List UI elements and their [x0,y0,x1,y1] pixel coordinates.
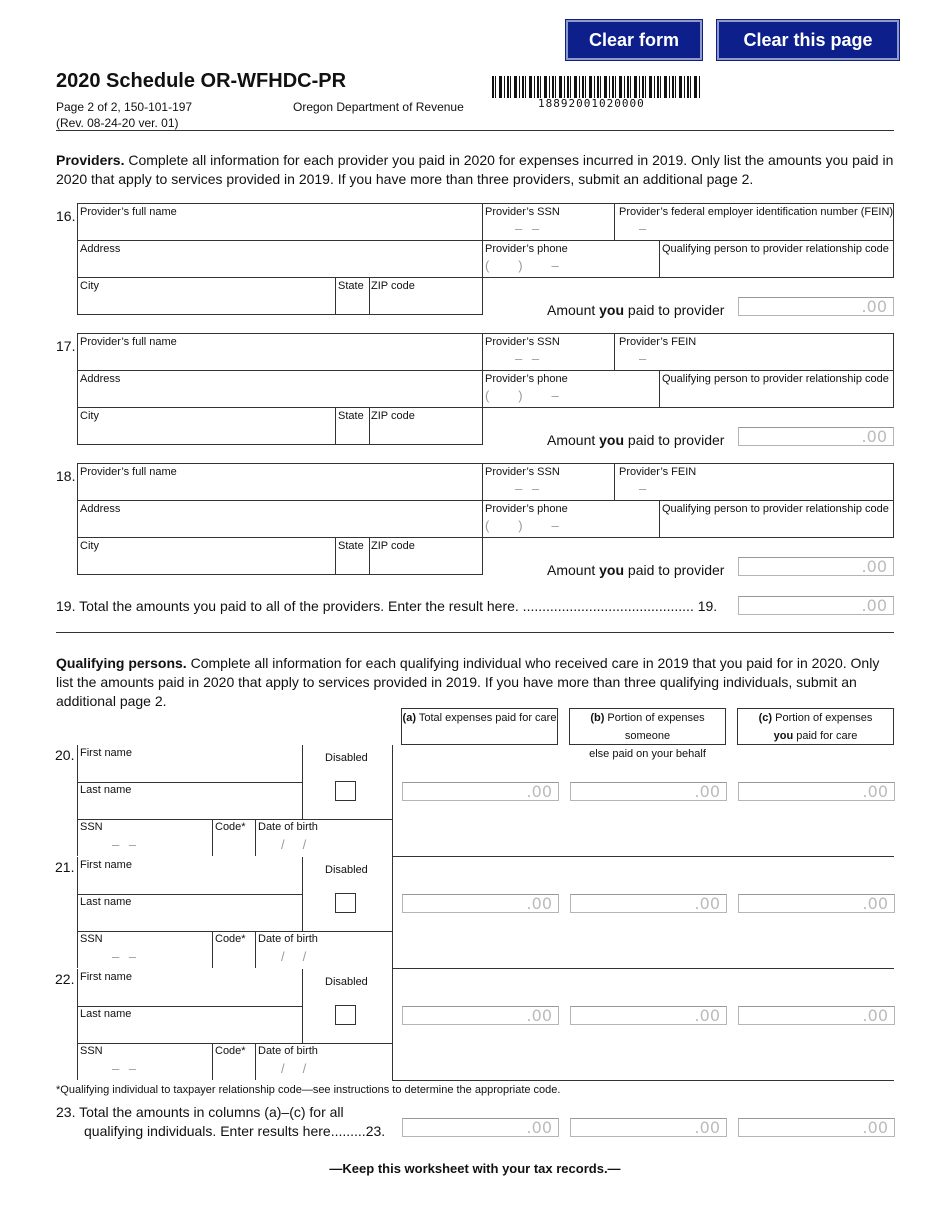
amount-column-c[interactable]: .00 [738,782,895,801]
amount-column-c[interactable]: .00 [738,1006,895,1025]
column-b-header: (b) Portion of expenses someone else paid on your behalf [569,708,726,745]
amount-column-a[interactable]: .00 [402,894,559,913]
divider [335,407,336,445]
provider-ssn-label: Provider’s SSN [485,466,560,478]
divider [212,931,213,968]
amount-column-a[interactable]: .00 [402,782,559,801]
disabled-checkbox[interactable] [335,893,356,913]
amount-column-b[interactable]: .00 [570,782,727,801]
amount-column-c[interactable]: .00 [738,894,895,913]
ssn-label: SSN [80,821,103,833]
dob-mask: / / [281,949,307,964]
disabled-checkbox[interactable] [335,1005,356,1025]
provider-phone-label: Provider’s phone [485,503,568,515]
divider [77,1006,302,1007]
divider [302,857,303,931]
provider-address-field[interactable] [77,240,483,278]
provider-city-field[interactable] [77,537,483,575]
divider [659,500,660,538]
line-23-amount-c[interactable]: .00 [738,1118,895,1137]
divider [77,745,78,856]
ssn-dash: – – [112,1061,140,1076]
line-19-amount[interactable]: .00 [738,596,894,615]
divider [659,240,660,278]
provider-amount-label: Amount you paid to provider [547,302,725,318]
provider-city-label: City [80,540,99,552]
revision: (Rev. 08-24-20 ver. 01) [56,116,179,130]
line-23-label-2: qualifying individuals. Enter results here.........23. [84,1123,386,1139]
dob-label: Date of birth [258,821,318,833]
code-label: Code* [215,1045,246,1057]
form-title: 2020 Schedule OR-WFHDC-PR [56,70,347,92]
divider [369,407,370,445]
phone-mask: ( ) – [485,388,559,403]
first-name-label: First name [80,859,132,871]
column-c-header: (c) Portion of expenses you paid for care [737,708,894,745]
header-divider [56,130,894,131]
divider [369,537,370,575]
fein-dash: – [639,481,647,496]
barcode [492,76,702,98]
provider-zip-label: ZIP code [371,410,415,422]
provider-city-field[interactable] [77,277,483,315]
divider [302,969,303,1043]
divider [77,969,78,1080]
provider-zip-label: ZIP code [371,280,415,292]
amount-column-a[interactable]: .00 [402,1006,559,1025]
last-name-label: Last name [80,896,132,908]
last-name-label: Last name [80,784,132,796]
divider [255,1043,256,1080]
provider-state-label: State [338,410,364,422]
provider-amount-label: Amount you paid to provider [547,432,725,448]
divider [392,745,393,856]
disabled-label: Disabled [325,752,368,764]
divider [77,782,302,783]
first-name-label: First name [80,971,132,983]
provider-phone-label: Provider’s phone [485,373,568,385]
footnote: *Qualifying individual to taxpayer relationship code—see instructions to determine the appropriate code. [56,1084,561,1096]
code-label: Code* [215,933,246,945]
provider-state-label: State [338,280,364,292]
divider [77,931,392,932]
divider [369,277,370,315]
divider [212,1043,213,1080]
ssn-dash: – – [515,481,543,496]
provider-fein-label: Provider’s FEIN [619,336,697,348]
divider [335,277,336,315]
divider [392,969,393,1080]
providers-intro: Providers. Complete all information for each provider you paid in 2020 for expenses incurred in 2019. Only list the amounts you paid in 2020 that apply to services provided in 2019. If you have more than three providers, submit an additional page 2. [56,152,894,187]
footer-note: —Keep this worksheet with your tax records.— [329,1161,621,1176]
provider-name-label: Provider’s full name [80,336,177,348]
line-23-label-1: 23. Total the amounts in columns (a)–(c) for all [56,1104,344,1120]
department: Oregon Department of Revenue [293,100,464,114]
last-name-label: Last name [80,1008,132,1020]
code-label: Code* [215,821,246,833]
provider-amount-input[interactable]: .00 [738,557,894,576]
provider-line-number: 17. [56,338,76,354]
provider-city-label: City [80,410,99,422]
provider-ssn-label: Provider’s SSN [485,336,560,348]
provider-ssn-label: Provider’s SSN [485,206,560,218]
provider-address-label: Address [80,503,121,515]
provider-state-label: State [338,540,364,552]
provider-zip-label: ZIP code [371,540,415,552]
fein-dash: – [639,351,647,366]
provider-amount-input[interactable]: .00 [738,427,894,446]
divider [302,745,303,819]
ssn-label: SSN [80,933,103,945]
provider-relationship-label: Qualifying person to provider relationship code [662,243,889,255]
qualifying-line-number: 22. [55,971,75,987]
dob-mask: / / [281,837,307,852]
clear-form-button[interactable]: Clear form [566,20,702,60]
provider-city-field[interactable] [77,407,483,445]
provider-line-number: 18. [56,468,76,484]
divider [77,1043,392,1044]
amount-column-b[interactable]: .00 [570,1006,727,1025]
disabled-label: Disabled [325,976,368,988]
provider-amount-input[interactable]: .00 [738,297,894,316]
section-divider [56,632,894,633]
provider-city-label: City [80,280,99,292]
divider [212,819,213,856]
divider [392,856,894,857]
ssn-label: SSN [80,1045,103,1057]
dob-label: Date of birth [258,1045,318,1057]
phone-mask: ( ) – [485,518,559,533]
provider-line-number: 16. [56,208,76,224]
divider [392,1080,894,1081]
barcode-number: 18892001020000 [538,97,645,110]
line-19-label: 19. Total the amounts you paid to all of the providers. Enter the result here. ............................................ 19. [56,598,718,614]
dob-mask: / / [281,1061,307,1076]
provider-fein-label: Provider’s federal employer identification number (FEIN) [619,206,894,218]
qualifying-intro: Qualifying persons. Complete all information for each qualifying individual who received care in 2019 that you paid for in 2020. Only list the amounts paid in 2020 that apply to services provided in 2019. If you have more than three qualifying individuals, submit an additional page 2. [56,655,880,709]
provider-fein-label: Provider’s FEIN [619,466,697,478]
disabled-label: Disabled [325,864,368,876]
phone-mask: ( ) – [485,258,559,273]
fein-dash: – [639,221,647,236]
ssn-dash: – – [112,837,140,852]
divider [77,819,392,820]
provider-name-label: Provider’s full name [80,206,177,218]
provider-phone-label: Provider’s phone [485,243,568,255]
divider [255,931,256,968]
provider-amount-label: Amount you paid to provider [547,562,725,578]
provider-address-label: Address [80,373,121,385]
divider [255,819,256,856]
qualifying-line-number: 21. [55,859,75,875]
first-name-label: First name [80,747,132,759]
divider [392,968,894,969]
page-info: Page 2 of 2, 150-101-197 [56,100,193,114]
provider-address-field[interactable] [77,500,483,538]
divider [614,203,615,241]
divider [659,370,660,408]
divider [335,537,336,575]
qualifying-line-number: 20. [55,747,75,763]
ssn-dash: – – [515,351,543,366]
provider-address-label: Address [80,243,121,255]
line-23-amount-b[interactable]: .00 [570,1118,727,1137]
divider [77,894,302,895]
line-23-amount-a[interactable]: .00 [402,1118,559,1137]
divider [77,857,78,968]
provider-relationship-label: Qualifying person to provider relationship code [662,373,889,385]
clear-page-button[interactable]: Clear this page [717,20,899,60]
provider-relationship-label: Qualifying person to provider relationship code [662,503,889,515]
column-a-header: (a) Total expenses paid for care [401,708,558,745]
divider [614,333,615,371]
divider [392,857,393,968]
dob-label: Date of birth [258,933,318,945]
divider [614,463,615,501]
provider-name-label: Provider’s full name [80,466,177,478]
ssn-dash: – – [515,221,543,236]
amount-column-b[interactable]: .00 [570,894,727,913]
provider-address-field[interactable] [77,370,483,408]
ssn-dash: – – [112,949,140,964]
disabled-checkbox[interactable] [335,781,356,801]
